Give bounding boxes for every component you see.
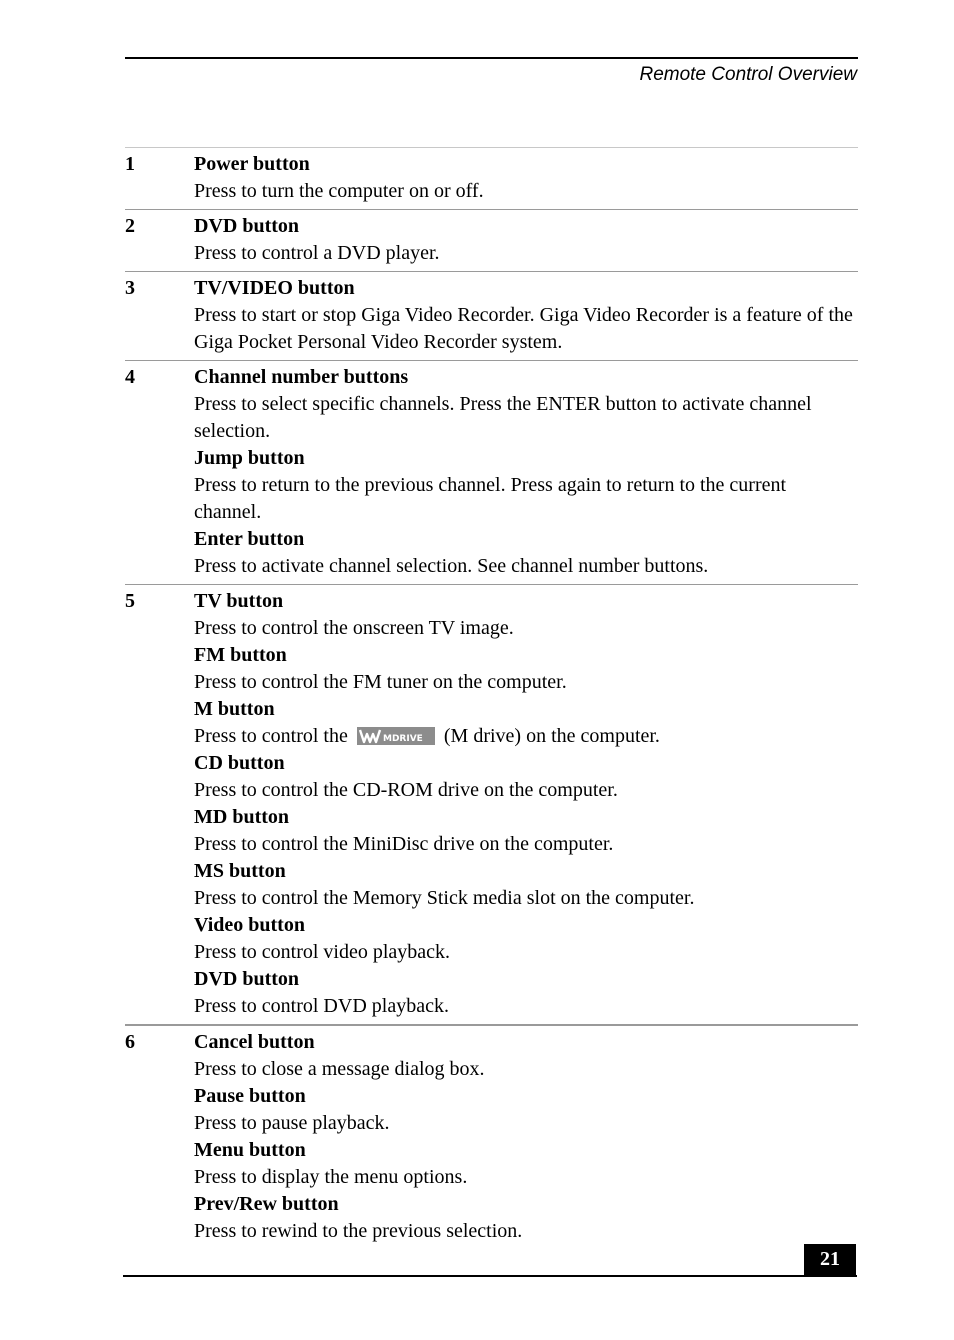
entry-title: Pause button [194, 1085, 306, 1107]
entry-description: Press to close a message dialog box. [194, 1058, 485, 1080]
entry-title: Power button [194, 153, 310, 175]
entry-description: Press to rewind to the previous selection. [194, 1220, 523, 1242]
entry-title: DVD button [194, 215, 300, 237]
footer-rule [123, 1275, 857, 1277]
entry-description-after-logo: (M drive) on the computer. [443, 725, 660, 747]
entry-description: Press to control DVD playback. [194, 995, 449, 1017]
entry-description: Press to control the CD-ROM drive on the computer. [194, 779, 618, 801]
table-row [125, 361, 858, 585]
row-number: 1 [125, 153, 135, 175]
row-number: 3 [125, 277, 135, 299]
entry-title: Jump button [194, 447, 305, 469]
entry-description: Press to control the FM tuner on the computer. [194, 671, 567, 693]
entry-description: Press to return to the previous channel. Press again to return to the current channel. [194, 474, 787, 523]
entry-title: TV/VIDEO button [194, 277, 355, 299]
mdrive-logo-icon [357, 727, 435, 745]
entry-description: Press to control the Memory Stick media slot on the computer. [194, 887, 695, 909]
entry-title: FM button [194, 644, 287, 666]
entry-description: Press to control a DVD player. [194, 242, 440, 264]
header-rule [125, 57, 858, 59]
row-number: 5 [125, 590, 135, 612]
entry-title: CD button [194, 752, 285, 774]
table-row [125, 585, 858, 1026]
row-content [194, 275, 858, 356]
table-row [125, 272, 858, 361]
button-description-table [125, 147, 858, 1249]
entry-title: TV button [194, 590, 284, 612]
table-row [125, 148, 858, 210]
page-number: 21 [804, 1244, 856, 1276]
entry-description: Press to select specific channels. Press the ENTER button to activate channel selection. [194, 393, 812, 442]
row-content [194, 1029, 858, 1245]
row-number: 6 [125, 1031, 135, 1053]
entry-description: Press to turn the computer on or off. [194, 180, 484, 202]
entry-title: MS button [194, 860, 286, 882]
mdrive-logo-text: MDRIVE [382, 733, 423, 744]
entry-description: Press to start or stop Giga Video Recorder. Giga Video Recorder is a feature of the Giga Pocket Personal Video Recorder system. [194, 304, 853, 353]
entry-title: MD button [194, 806, 290, 828]
entry-title: Cancel button [194, 1031, 315, 1053]
row-content [194, 213, 858, 267]
entry-title: Channel number buttons [194, 366, 409, 388]
table-row [125, 210, 858, 272]
entry-title: Video button [194, 914, 305, 936]
entry-description: Press to control the MiniDisc drive on the computer. [194, 833, 614, 855]
row-content [194, 364, 858, 580]
entry-description [194, 723, 858, 750]
row-content [194, 151, 858, 205]
entry-title: DVD button [194, 968, 300, 990]
entry-description: Press to pause playback. [194, 1112, 390, 1134]
entry-title: M button [194, 698, 275, 720]
entry-description: Press to activate channel selection. See channel number buttons. [194, 555, 709, 577]
row-content [194, 588, 858, 1020]
row-number: 4 [125, 366, 135, 388]
entry-description: Press to control the onscreen TV image. [194, 617, 514, 639]
entry-description: Press to control video playback. [194, 941, 451, 963]
running-header: Remote Control Overview [639, 64, 857, 85]
entry-description: Press to display the menu options. [194, 1166, 468, 1188]
table-row [125, 1026, 858, 1249]
row-number: 2 [125, 215, 135, 237]
entry-title: Prev/Rew button [194, 1193, 339, 1215]
entry-description-before-logo: Press to control the [194, 725, 348, 747]
entry-title: Enter button [194, 528, 305, 550]
entry-title: Menu button [194, 1139, 306, 1161]
